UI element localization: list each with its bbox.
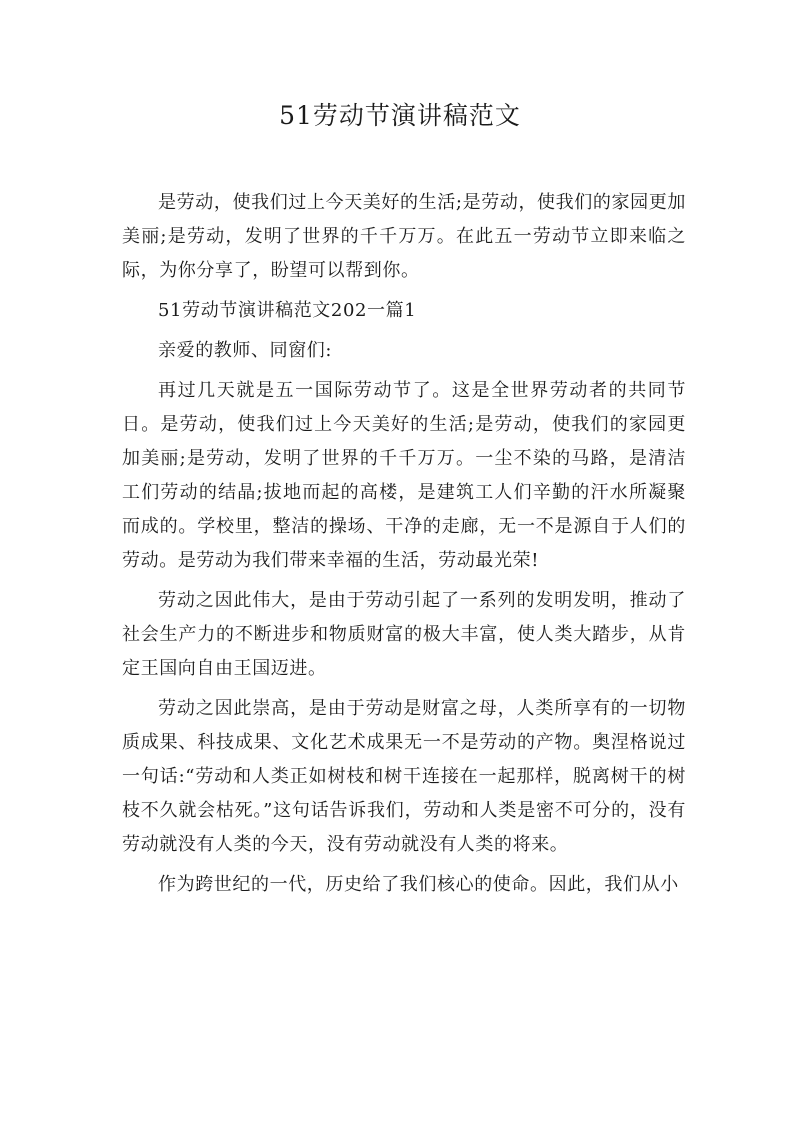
paragraph-intro: 是劳动，使我们过上今天美好的生活;是劳动，使我们的家园更加美丽;是劳动，发明了世界的千千万万。在此五一劳动节立即来临之际，为你分享了，盼望可以帮到你。 [122,192,686,281]
paragraph-body-4: 作为跨世纪的一代，历史给了我们核心的使命。因此，我们从小 [158,874,679,895]
paragraph-body-3: 劳动之因此崇高，是由于劳动是财富之母，人类所享有的一切物质成果、科技成果、文化艺术成果无一不是劳动的产物。奥涅格说过一句话:“劳动和人类正如树枝和树干连接在一起那样，脱离树干的树枝不久就会枯死。”这句话告诉我们，劳动和人类是密不可分的，没有劳动就没有人类的今天，没有劳动就没有人类的将来。 [122,698,686,855]
paragraph-body-2: 劳动之因此伟大，是由于劳动引起了一系列的发明发明，推动了社会生产力的不断进步和物质财富的极大丰富，使人类大踏步，从肯定王国向自由王国迈进。 [122,590,686,679]
paragraph-salutation: 亲爱的教师、同窗们: [158,340,333,361]
paragraph-body-1: 再过几天就是五一国际劳动节了。这是全世界劳动者的共同节日。是劳动，使我们过上今天美好的生活;是劳动，使我们的家园更加美丽;是劳动，发明了世界的千千万万。一尘不染的马路，是清洁工们劳动的结晶;拔地而起的高楼，是建筑工人们辛勤的汗水所凝聚而成的。学校里，整洁的操场、干净的走廊，无一不是源自于人们的劳动。是劳动为我们带来幸福的生活，劳动最光荣! [122,380,686,571]
document-body [122,186,686,902]
paragraph-section-heading: 51劳动节演讲稿范文202一篇1 [158,300,417,321]
document-title: 51劳动节演讲稿范文 [279,101,521,130]
